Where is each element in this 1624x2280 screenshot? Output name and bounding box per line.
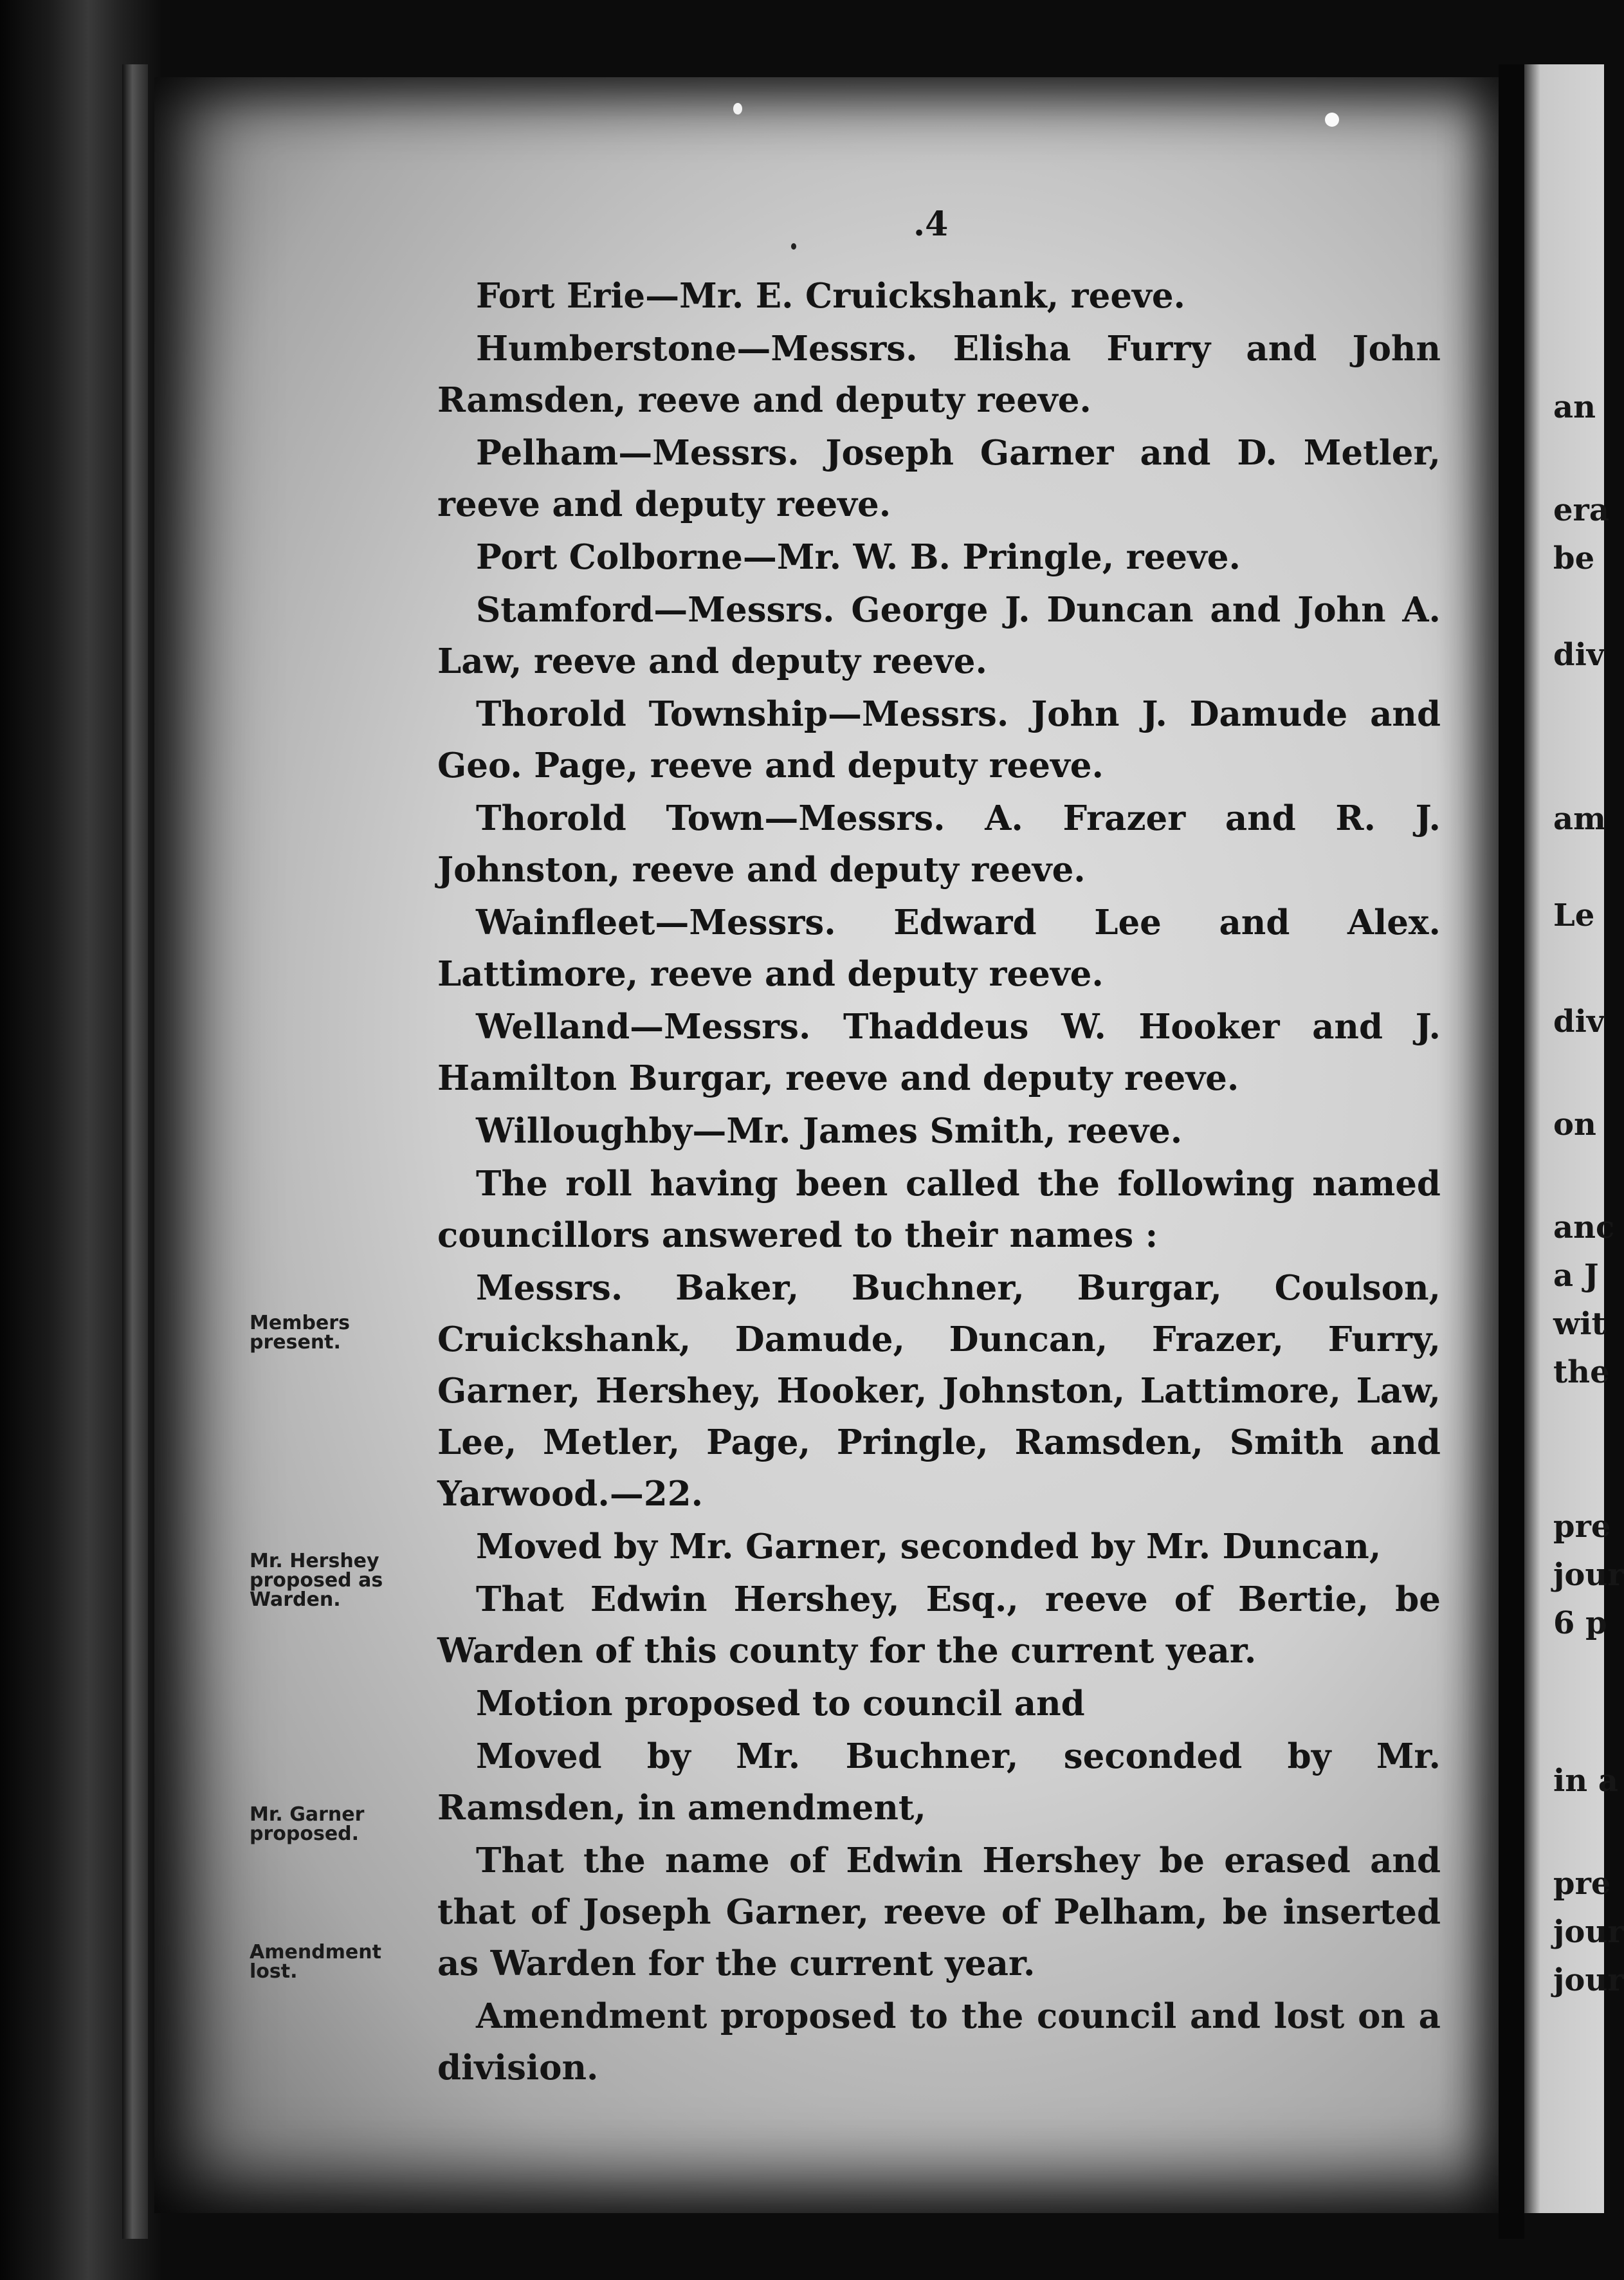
adjacent-fragment: jour [1553, 1914, 1624, 1950]
paragraph-amendment-moved: Moved by Mr. Buchner, seconded by Mr. Ramsden, in amendment, [437, 1736, 1441, 1828]
adjacent-fragment: div [1553, 1004, 1605, 1040]
speck [733, 103, 742, 115]
adjacent-fragment: era [1553, 492, 1609, 528]
paragraph-motion-moved: Moved by Mr. Garner, seconded by Mr. Duncan, [476, 1527, 1382, 1567]
adjacent-fragment: anc [1553, 1209, 1615, 1246]
paragraph-roll-call: The roll having been called the following named councillors answered to their names : [437, 1164, 1441, 1255]
adjacent-fragment: be [1553, 540, 1595, 576]
adjacent-fragment: wit [1553, 1306, 1606, 1342]
adjacent-fragment: jour [1553, 1557, 1624, 1593]
paragraph-welland: Welland—Messrs. Thaddeus W. Hooker and J. Hamilton Burgar, reeve and deputy reeve. [437, 1007, 1441, 1098]
binding-stripe [122, 64, 148, 2239]
paragraph-thorold-township: Thorold Township—Messrs. John J. Damude and Geo. Page, reeve and deputy reeve. [437, 694, 1441, 786]
paragraph-humberstone: Humberstone—Messrs. Elisha Furry and John Ramsden, reeve and deputy reeve. [437, 329, 1441, 420]
speck [791, 243, 796, 250]
adjacent-fragment: 6 p [1553, 1605, 1607, 1641]
paragraph-motion-proposed: Motion proposed to council and [476, 1684, 1085, 1724]
paragraph-port-colborne: Port Colborne—Mr. W. B. Pringle, reeve. [476, 537, 1241, 577]
margin-note-members-present: Members present. [250, 1312, 350, 1354]
adjacent-fragment: pre [1553, 1509, 1611, 1545]
adjacent-fragment: in a [1553, 1763, 1618, 1799]
paragraph-wainfleet: Wainfleet—Messrs. Edward Lee and Alex. Lattimore, reeve and deputy reeve. [437, 903, 1441, 994]
page-gutter [1499, 64, 1524, 2239]
body-text [437, 270, 1441, 2095]
margin-note-hershey-proposed: Mr. Hershey proposed as Warden. [250, 1550, 383, 1611]
adjacent-fragment: on [1553, 1107, 1596, 1143]
paragraph-amendment-result: Amendment proposed to the council and lost on a division. [437, 1996, 1441, 2088]
paragraph-amendment-text: That the name of Edwin Hershey be erased and that of Joseph Garner, reeve of Pelham, be inserted as Warden for the current year. [437, 1841, 1441, 1983]
paragraph-motion-text: That Edwin Hershey, Esq., reeve of Bertie, be Warden of this county for the current year. [437, 1579, 1441, 1671]
margin-note-amendment-lost: Amendment lost. [250, 1941, 381, 1983]
adjacent-fragment: jour [1553, 1962, 1624, 1998]
paragraph-members-list: Messrs. Baker, Buchner, Burgar, Coulson, Cruickshank, Damude, Duncan, Frazer, Furry, Garner, Hershey, Hooker, Johnston, Lattimore, Law, Lee, Metler, Page, Pringle, Ramsden, Smith and Yarwood.—22. [437, 1268, 1441, 1514]
adjacent-fragment: am [1553, 801, 1606, 837]
paragraph-fort-erie: Fort Erie—Mr. E. Cruickshank, reeve. [476, 276, 1186, 316]
adjacent-fragment: a J [1553, 1258, 1599, 1294]
adjacent-fragment: Le [1553, 897, 1595, 933]
adjacent-fragment: an [1553, 389, 1596, 425]
adjacent-fragment: div [1553, 637, 1605, 673]
paragraph-willoughby: Willoughby—Mr. James Smith, reeve. [476, 1111, 1183, 1151]
paragraph-pelham: Pelham—Messrs. Joseph Garner and D. Metler, reeve and deputy reeve. [437, 433, 1441, 524]
speck [1325, 113, 1339, 127]
page-number: .4 [913, 205, 949, 244]
adjacent-fragment: pre [1553, 1866, 1611, 1902]
adjacent-fragment: the [1553, 1354, 1610, 1390]
margin-note-garner-proposed: Mr. Garner proposed. [250, 1803, 365, 1845]
paragraph-stamford: Stamford—Messrs. George J. Duncan and John A. Law, reeve and deputy reeve. [437, 590, 1441, 681]
paragraph-thorold-town: Thorold Town—Messrs. A. Frazer and R. J. Johnston, reeve and deputy reeve. [437, 798, 1441, 890]
